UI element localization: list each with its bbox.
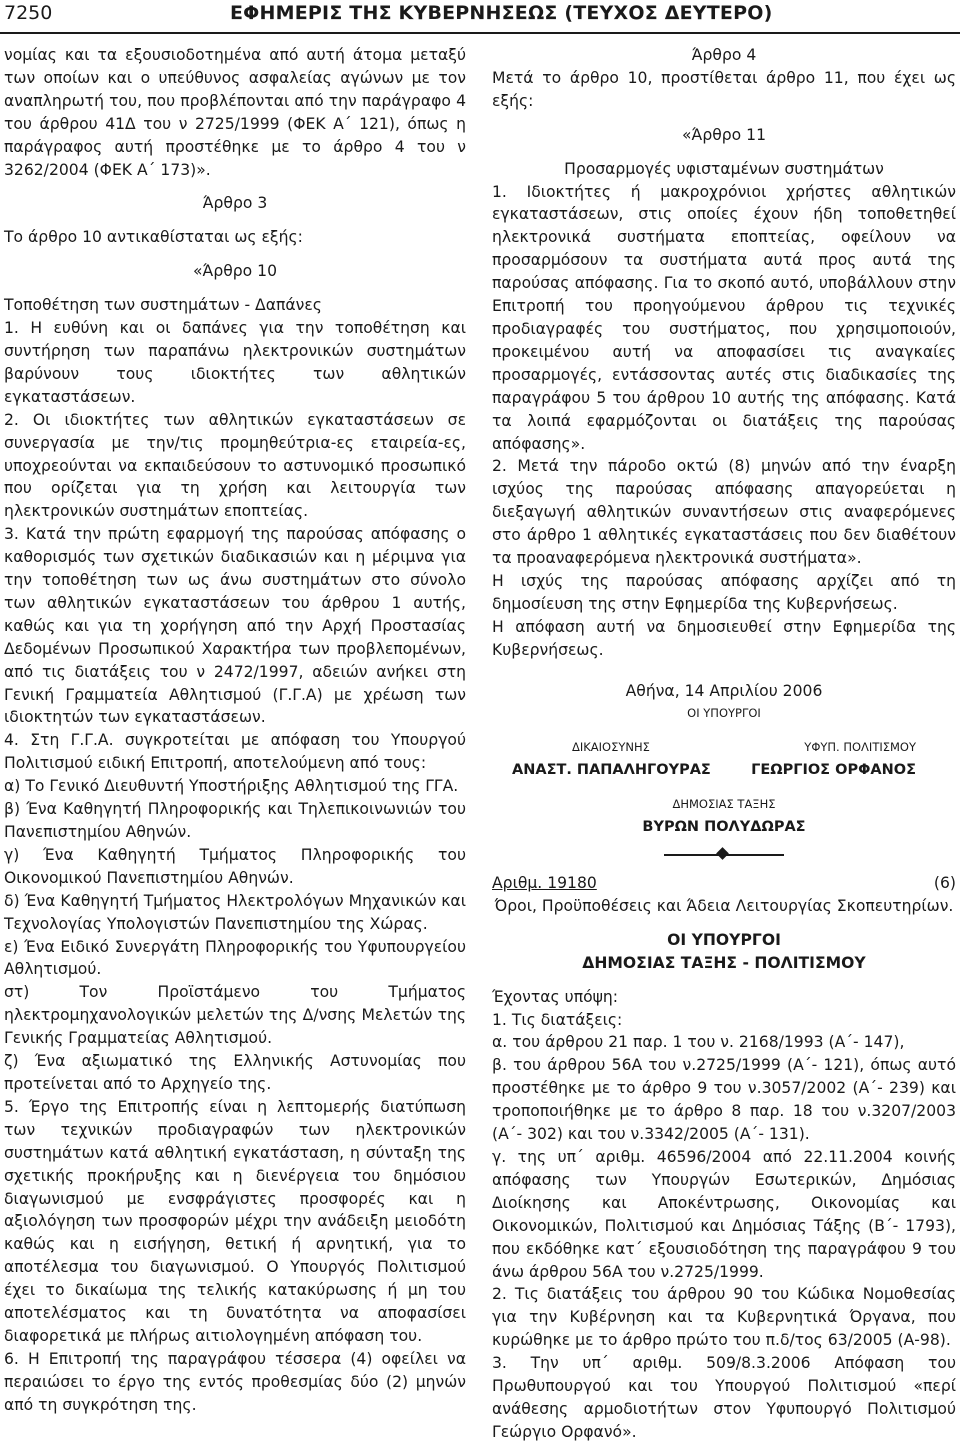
- paragraph-4e: ε) Ένα Ειδικό Συνεργάτη Πληροφορικής του Υφυπουργείου Αθλητισμού.: [4, 937, 466, 979]
- decision-title: Όροι, Προϋποθέσεις και Άδεια Λειτουργίας Σκοπευτηρίων.: [494, 896, 954, 915]
- paragraph-4c: γ) Ένα Καθηγητή Τμήματος Πληροφορικής του Οικονομικού Πανεπιστημίου Αθηνών.: [4, 845, 466, 887]
- consideration-3: 3. Την υπ΄ αριθμ. 509/8.3.2006 Απόφαση του Πρωθυπουργού και του Υπουργού Πολιτισμού «περί ανάθεσης αρμοδιοτήτων στον Υφυπουργό Πολιτισμού Γεώργιο Ορφανό».: [492, 1354, 956, 1441]
- paragraph-4d: δ) Ένα Καθηγητή Τμήματος Ηλεκτρολόγων Μηχανικών και Τεχνολογίας Υπολογιστών Πανεπιστημίου της Χώρας.: [4, 891, 466, 933]
- minister-justice-role: ΔΙΚΑΙΟΣΥΝΗΣ: [572, 740, 650, 755]
- page-header: [0, 0, 960, 34]
- article4-title: Άρθρο 4: [691, 46, 757, 64]
- left-column: [4, 44, 466, 1417]
- validity-paragraph: Η ισχύς της παρούσας απόφασης αρχίζει από τη δημοσίευση της στην Εφημερίδα της Κυβερνήσεως.: [492, 571, 956, 613]
- section-divider: [664, 849, 784, 861]
- decision-number: Αριθμ. 19180: [492, 874, 597, 892]
- paragraph-4b: β) Ένα Καθηγητή Πληροφορικής και Τηλεπικοινωνιών του Πανεπιστημίου Αθηνών.: [4, 800, 466, 841]
- paragraph-4st: στ) Τον Προϊστάμενο του Τμήματος ηλεκτρομηχανολογικών μελετών της Δ/νσης Μελετών της Γενικής Γραμματείας Αθλητισμού.: [4, 983, 466, 1048]
- article4-intro: Μετά το άρθρο 10, προστίθεται άρθρο 11, που έχει ως εξής:: [492, 68, 956, 110]
- consideration-1: 1. Τις διατάξεις:: [492, 1010, 623, 1029]
- right-column: [492, 44, 956, 1444]
- paragraph-5: 5. Έργο της Επιτροπής είναι η λεπτομερής διατύπωση των τεχνικών προδιαγραφών των ηλεκτρονικών συστημάτων κατά αθλητική εγκατάσταση, η σύνταξη της σχετικής προκήρυξης και η διενέργεια του δημόσιου διαγωνισμού με ενσφράγιστες προσφορές και η αξιολόγηση των προσφορών μέχρι την ανάδειξη μειοδότη καθώς και η εισήγηση, θετική ή αρνητική, για το αποτέλεσμα του διαγωνισμού. Ο Υπουργός Πολιτισμού έχει το δικαίωμα της τελικής κατακύρωσης ή μη του αποτελέσματος και τη δυνατότητα να αποφασίσει διαφορετικά με πλήρως αιτιολογημένη απόφαση του.: [4, 1097, 466, 1345]
- ministers-names-row: [492, 759, 956, 782]
- paragraph-3: 3. Κατά την πρώτη εφαρμογή της παρούσας απόφασης ο καθορισμός των σχετικών διαδικασιών και η μέριμνα για την τοποθέτηση των ως άνω συστημάτων στο σύνολο των αθλητικών εγκαταστάσεων του άρθρου 1 αυτής, καθώς και για τη χορήγηση από την Αρχή Προστασίας Δεδομένων Προσωπικού Χαρακτήρα των προβλεπομένων, από τις διατάξεις του ν 2472/1997, αδειών ανήκει στη Γενική Γραμματεία Αθλητισμού (Γ.Γ.Α) με χρέωση των ιδιοκτητών των εγκαταστάσεων.: [4, 525, 466, 727]
- article11-title: «Άρθρο 11: [681, 125, 766, 144]
- ministries-heading: ΔΗΜΟΣΙΑΣ ΤΑΞΗΣ - ΠΟΛΙΤΙΣΜΟΥ: [582, 953, 866, 972]
- minister-order-role: ΔΗΜΟΣΙΑΣ ΤΑΞΗΣ: [672, 797, 776, 812]
- header-rule: [0, 32, 960, 34]
- article11-paragraph-1: 1. Ιδιοκτήτες ή μακροχρόνιοι χρήστες αθλητικών εγκαταστάσεων, στις οποίες έχουν ήδη τοποθετηθεί ηλεκτρονικά συστήματα εποπτείας, οφείλουν να προσαρμόσουν τα συστήματα αυτά προς αυτά της παρούσας απόφασης. Για το σκοπό αυτό, υποβάλλουν στην Επιτροπή του προηγούμενου άρθρου τις τεχνικές προδιαγραφές του συστήματος, που χρησιμοποιούν, προκειμένου αυτή να αποφασίσει τις αναγκαίες προσαρμογές, εντάσσοντας αυτές στις διαδικασίες της παραγράφου 5 του άρθρου 10 αυτής της απόφασης. Κατά τα λοιπά εφαρμόζονται οι διατάξεις της παρούσας απόφασης».: [492, 182, 956, 453]
- article11-subtitle: Προσαρμογές υφισταμένων συστημάτων: [564, 159, 884, 178]
- minister-culture-role: ΥΦΥΠ. ΠΟΛΙΤΙΣΜΟΥ: [804, 740, 916, 755]
- publication-paragraph: Η απόφαση αυτή να δημοσιευθεί στην Εφημερίδα της Κυβερνήσεως.: [492, 617, 956, 659]
- consideration-2: 2. Τις διατάξεις του άρθρου 90 του Κώδικα Νομοθεσίας για την Κυβέρνηση και τα Κυβερνητικά Όργανα, που κυρώθηκε με το άρθρο πρώτο του π.δ/τος 63/2005 (Α-98).: [492, 1285, 956, 1350]
- minister-culture-name: ΓΕΩΡΓΙΟΣ ΟΡΦΑΝΟΣ: [751, 762, 916, 779]
- consideration-1c: γ. της υπ΄ αριθμ. 46596/2004 από 22.11.2004 κοινής απόφασης των Υπουργών Εσωτερικών, Δημόσιας Διοίκησης και Αποκέντρωσης, Οικονομίας και Οικονομικών, Πολιτισμού και Δημόσιας Τάξης (Β΄- 1793), που εκδόθηκε κατ΄ εξουσιοδότηση της παραγράφου 9 του άνω άρθρου 56Α του ν.2725/1999.: [492, 1147, 956, 1281]
- minister-justice-name: ΑΝΑΣΤ. ΠΑΠΑΛΗΓΟΥΡΑΣ: [512, 762, 711, 779]
- page-number: 7250: [4, 2, 53, 24]
- paragraph-2: 2. Οι ιδιοκτήτες των αθλητικών εγκαταστάσεων σε συνεργασία με την/τις προμηθεύτρια-ες εταιρεία-ες, υποχρεούνται να εκπαιδεύσουν το αστυνομικό προσωπικό που ορίζεται για τη χρήση και λειτουργία των ηλεκτρονικών συστημάτων εποπτείας.: [4, 410, 466, 521]
- article10-subtitle: Τοποθέτηση των συστημάτων - Δαπάνες: [4, 296, 322, 315]
- ministers-label: ΟΙ ΥΠΟΥΡΓΟΙ: [687, 706, 761, 721]
- diamond-icon: [716, 847, 729, 860]
- article3-title: Άρθρο 3: [202, 194, 268, 213]
- consideration-1a: α. του άρθρου 21 παρ. 1 του ν. 2168/1993 (Α΄- 147),: [492, 1033, 905, 1052]
- place-date: Αθήνα, 14 Απριλίου 2006: [625, 681, 823, 700]
- minister-order-name: ΒΥΡΩΝ ΠΟΛΥΔΩΡΑΣ: [642, 819, 806, 836]
- decision-marker: (6): [933, 874, 956, 892]
- article11-paragraph-2: 2. Μετά την πάροδο οκτώ (8) μηνών από την έναρξη ισχύος της παρούσας απόφασης απαγορεύεται η διεξαγωγή αθλητικών συναντήσεων στις αναφερόμενες στο άρθρο 1 αθλητικές εγκαταστάσεις που δεν διαθέτουν τα προαναφερόμενα ηλεκτρονικά συστήματα».: [492, 457, 956, 568]
- consideration-1b: β. του άρθρου 56Α του ν.2725/1999 (Α΄- 121), όπως αυτό προστέθηκε με το άρθρο 9 του ν.3057/2002 (Α΄- 239) και τροποποιήθηκε με το άρθρο 8 παρ. 18 του ν.3207/2003 (Α΄- 302) και του ν.3342/2005 (Α΄- 131).: [492, 1056, 956, 1144]
- paragraph-4: 4. Στη Γ.Γ.Α. συγκροτείται με απόφαση του Υπουργού Πολιτισμού ειδική Επιτροπή, αποτελούμενη από τους:: [4, 731, 466, 773]
- paragraph-4z: ζ) Ένα αξιωματικό της Ελληνικής Αστυνομίας που προτείνεται από το Αρχηγείο της.: [4, 1052, 466, 1093]
- article10-title: «Άρθρο 10: [192, 262, 277, 281]
- paragraph-1: 1. Η ευθύνη και οι δαπάνες για την τοποθέτηση και συντήρηση των παραπάνω ηλεκτρονικών συστημάτων βαρύνουν τους ιδιοκτήτες των αθλητικών εγκαταστάσεων.: [4, 319, 466, 406]
- considering-label: Έχοντας υπόψη:: [492, 987, 619, 1006]
- paragraph-4a: α) Το Γενικό Διευθυντή Υποστήριξης Αθλητισμού της ΓΓΑ.: [4, 777, 459, 796]
- ministers-heading: ΟΙ ΥΠΟΥΡΓΟΙ: [667, 930, 781, 949]
- intro-paragraph: νομίας και τα εξουσιοδοτημένα από αυτή άτομα μεταξύ των οποίων και ο υπεύθυνος ασφαλείας αγώνων με τον αναπληρωτή του, που προβλέπονται από την παράγραφο 4 του άρθρου 41Δ του ν 2725/1999 (ΦΕΚ Α΄ 121), όπως η παράγραφος αυτή προστέθηκε με το άρθρο 4 του ν 3262/2004 (ΦΕΚ Α΄ 173)».: [4, 46, 466, 179]
- article3-intro: Το άρθρο 10 αντικαθίσταται ως εξής:: [4, 228, 303, 247]
- gazette-title: ΕΦΗΜΕΡΙΣ ΤΗΣ ΚΥΒΕΡΝΗΣΕΩΣ (ΤΕΥΧΟΣ ΔΕΥΤΕΡΟ): [230, 2, 773, 24]
- decision-number-row: [492, 872, 956, 895]
- paragraph-6: 6. Η Επιτροπή της παραγράφου τέσσερα (4) οφείλει να περαιώσει το έργο της εντός προθεσμίας δύο (2) μηνών από τη συγκρότηση της.: [4, 1349, 466, 1414]
- ministers-roles-row: [492, 736, 956, 759]
